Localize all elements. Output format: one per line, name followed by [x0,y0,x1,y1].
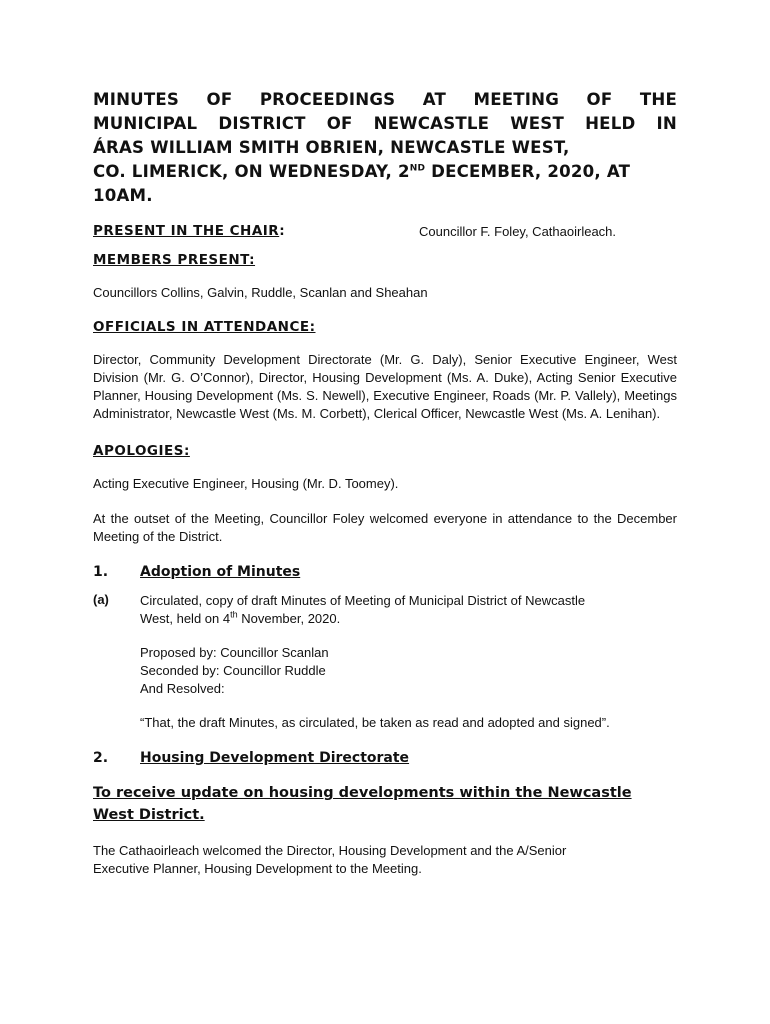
item-1-number: 1. [93,564,109,580]
item-1-title: Adoption of Minutes [140,564,301,580]
members-heading: MEMBERS PRESENT: [93,252,256,268]
item-2-subheading: To receive update on housing developments within the Newcastle West District. [93,785,632,823]
title-line-1: MINUTES OF PROCEEDINGS AT MEETING OF THE [93,90,677,109]
title-line-4-sup: ND [409,163,426,174]
apologies-text: Acting Executive Engineer, Housing (Mr. D. Toomey). [93,476,399,491]
item-1-sub-text-2-sup: th [230,609,238,620]
members-text: Councillors Collins, Galvin, Ruddle, Scanlan and Sheahan [93,285,428,300]
officials-heading: OFFICIALS IN ATTENDANCE: [93,319,316,335]
item-2-text-2: Executive Planner, Housing Development to the Meeting. [93,861,422,876]
chair-row [93,222,677,242]
item-1-header [93,564,677,586]
item-1-sub-text-1: Circulated, copy of draft Minutes of Meeting of Municipal District of Newcastle [140,593,586,608]
officials-section [93,319,677,423]
title-line-2: MUNICIPAL DISTRICT OF NEWCASTLE WEST HELD IN [93,114,677,133]
officials-text: Director, Community Development Directorate (Mr. G. Daly), Senior Executive Engineer, West Division (Mr. G. O’Connor), Director, Housing Development (Ms. A. Duke), Acting Senior Executive Planner, Housing Development (Ms. S. Newell), Executive Engineer, Roads (Mr. P. Vallely), Meetings Administrator, Newcastle West (Ms. M. Corbett), Clerical Officer, Newcastle West (Ms. A. Lenihan). [93,352,677,421]
title-line-4 [93,160,677,184]
proposed-by: Proposed by: Councillor Scanlan [140,645,329,660]
document-title [93,88,677,208]
chair-value: Councillor F. Foley, Cathaoirleach. [419,224,617,239]
title-line-5: 10AM. [93,186,153,205]
chair-colon: : [279,223,285,239]
apologies-section [93,443,677,493]
item-2 [93,750,677,878]
item-1-sub-text-2 [140,610,677,628]
title-line-4-pre: CO. LIMERICK, ON WEDNESDAY, 2 [93,162,410,181]
item-2-title: Housing Development Directorate [140,750,410,766]
chair-heading: PRESENT IN THE CHAIR [93,223,280,239]
item-1-sub-text-2-post: November, 2020. [237,611,341,626]
apologies-heading: APOLOGIES: [93,443,190,459]
item-2-number: 2. [93,750,109,766]
item-1-sub-a [93,592,677,732]
item-1-sub-body [140,592,677,732]
item-1-sub-text-2-pre: West, held on 4 [140,611,231,626]
title-line-3: ÁRAS WILLIAM SMITH OBRIEN, NEWCASTLE WEST, [93,138,570,157]
item-2-header [93,750,677,772]
item-2-text-1: The Cathaoirleach welcomed the Director, Housing Development and the A/Senior [93,843,567,858]
seconded-by: Seconded by: Councillor Ruddle [140,663,326,678]
welcome-text: At the outset of the Meeting, Councillor Foley welcomed everyone in attendance to the December Meeting of the District. [93,511,677,544]
minutes-page [93,88,677,878]
title-line-4-post: DECEMBER, 2020, AT [425,162,631,181]
item-1 [93,564,677,732]
item-1-sub-label: (a) [93,592,109,607]
members-section [93,252,677,302]
resolution-text: “That, the draft Minutes, as circulated, be taken as read and adopted and signed”. [140,715,610,730]
and-resolved: And Resolved: [140,681,225,696]
